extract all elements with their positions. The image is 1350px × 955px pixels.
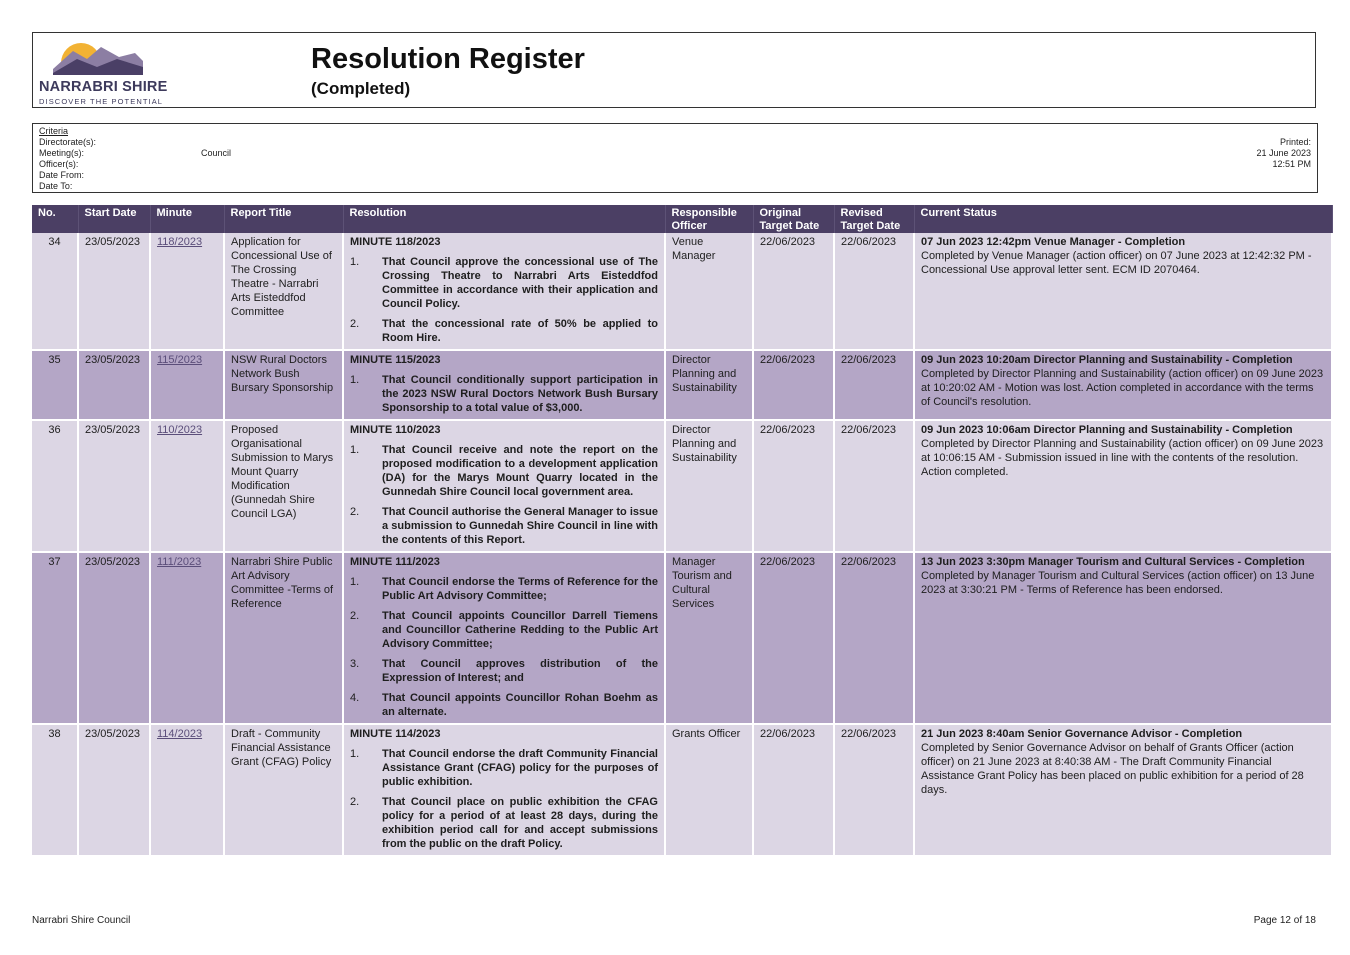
resolution-items (350, 575, 658, 719)
current-status-cell (914, 350, 1332, 420)
revised-target-date: 22/06/2023 (834, 420, 914, 552)
start-date: 23/05/2023 (78, 420, 150, 552)
minute-link[interactable]: 115/2023 (150, 350, 224, 420)
table-row (32, 350, 1332, 420)
resolution-item (350, 747, 658, 789)
col-header-minute: Minute (150, 205, 224, 233)
report-title: Draft - Community Financial Assistance Grant (CFAG) Policy (224, 724, 343, 856)
resolution-items (350, 747, 658, 851)
status-text: Completed by Senior Governance Advisor on behalf of Grants Officer (action officer) on 21 June 2023 at 8:40:38 AM - The Draft Community Financial Assistance Grant Policy has been placed on public exhibition for a period of 28 days. (921, 742, 1304, 796)
start-date: 23/05/2023 (78, 724, 150, 856)
resolution-item-text: That Council authorise the General Manager to issue a submission to Gunnedah Shire Council in line with the contents of this Report. (382, 506, 658, 546)
col-header-revised-date: Revised Target Date (834, 205, 914, 233)
resolution-items (350, 255, 658, 345)
table-row (32, 552, 1332, 724)
printed-date: 21 June 2023 (1256, 148, 1311, 158)
logo-name: NARRABRI SHIRE (39, 79, 168, 95)
resolution-cell (343, 233, 665, 350)
resolution-table (32, 205, 1333, 857)
status-text: Completed by Director Planning and Sustainability (action officer) on 09 June 2023 at 10:06:15 AM - Submission issued in line with the contents of the resolution. Action completed. (921, 438, 1324, 478)
status-heading: 09 Jun 2023 10:06am Director Planning and Sustainability - Completion (921, 424, 1293, 436)
row-number: 37 (32, 552, 78, 724)
minute-link[interactable]: 110/2023 (150, 420, 224, 552)
table-header-row (32, 205, 1332, 233)
resolution-heading: MINUTE 110/2023 (350, 424, 441, 436)
mountain-sun-icon (53, 37, 143, 77)
table-row (32, 724, 1332, 856)
resolution-item-text: That Council endorse the Terms of Reference for the Public Art Advisory Committee; (382, 576, 658, 602)
revised-target-date: 22/06/2023 (834, 350, 914, 420)
start-date: 23/05/2023 (78, 552, 150, 724)
resolution-items (350, 443, 658, 547)
start-date: 23/05/2023 (78, 350, 150, 420)
resolution-item-number: 2. (350, 610, 360, 622)
logo-tagline: DISCOVER THE POTENTIAL (39, 97, 164, 106)
resolution-cell (343, 724, 665, 856)
officers-label: Officer(s): (39, 159, 79, 169)
resolution-item-text: That Council receive and note the report on the proposed modification to a development application (DA) for the Marys Mount Quarry located in the Gunnedah Shire Council local government area. (382, 444, 658, 498)
resolution-item (350, 575, 658, 603)
status-heading: 07 Jun 2023 12:42pm Venue Manager - Completion (921, 236, 1186, 248)
resolution-item-number: 1. (350, 748, 360, 760)
footer-page: Page 12 of 18 (1253, 915, 1316, 926)
row-number: 38 (32, 724, 78, 856)
status-heading: 13 Jun 2023 3:30pm Manager Tourism and Cultural Services - Completion (921, 556, 1305, 568)
report-title: NSW Rural Doctors Network Bush Bursary Sponsorship (224, 350, 343, 420)
table-body (32, 233, 1332, 856)
resolution-item (350, 505, 658, 547)
minute-link[interactable]: 114/2023 (150, 724, 224, 856)
resolution-item-text: That the concessional rate of 50% be applied to Room Hire. (382, 318, 658, 344)
responsible-officer: Director Planning and Sustainability (665, 420, 753, 552)
col-header-status: Current Status (914, 205, 1332, 233)
status-text: Completed by Director Planning and Sustainability (action officer) on 09 June 2023 at 10:20:02 AM - Motion was lost. Action completed in accordance with the terms of Council's resolution. (921, 368, 1324, 408)
col-header-no: No. (32, 205, 78, 233)
current-status-cell (914, 724, 1332, 856)
resolution-item-number: 1. (350, 256, 360, 268)
report-title: Proposed Organisational Submission to Marys Mount Quarry Modification (Gunnedah Shire Council LGA) (224, 420, 343, 552)
current-status-cell (914, 420, 1332, 552)
resolution-item-number: 1. (350, 444, 360, 456)
footer-org: Narrabri Shire Council (32, 915, 131, 926)
row-number: 34 (32, 233, 78, 350)
page-subtitle: (Completed) (311, 79, 411, 98)
resolution-item-number: 1. (350, 374, 360, 386)
resolution-item-number: 2. (350, 506, 360, 518)
current-status-cell (914, 233, 1332, 350)
resolution-item-text: That Council approve the concessional use of The Crossing Theatre to Narrabri Arts Eisteddfod Committee in accordance with their application and Council Policy. (382, 256, 658, 310)
status-text: Completed by Venue Manager (action officer) on 07 June 2023 at 12:42:32 PM - Concessional Use approval letter sent. ECM ID 2070464. (921, 250, 1312, 276)
narrabri-shire-logo (39, 37, 168, 106)
resolution-item (350, 373, 658, 415)
printed-time: 12:51 PM (1272, 159, 1311, 169)
resolution-item-text: That Council endorse the draft Community Financial Assistance Grant (CFAG) policy for the purposes of public exhibition. (382, 748, 658, 788)
original-target-date: 22/06/2023 (753, 420, 834, 552)
start-date: 23/05/2023 (78, 233, 150, 350)
responsible-officer: Director Planning and Sustainability (665, 350, 753, 420)
resolution-item-number: 2. (350, 796, 360, 808)
resolution-cell (343, 420, 665, 552)
resolution-item-text: That Council conditionally support participation in the 2023 NSW Rural Doctors Network Bush Bursary Sponsorship to a total value of $3,000. (382, 374, 658, 414)
criteria-heading: Criteria (39, 126, 69, 136)
revised-target-date: 22/06/2023 (834, 552, 914, 724)
minute-link[interactable]: 118/2023 (150, 233, 224, 350)
resolution-item (350, 317, 658, 345)
col-header-original-date: Original Target Date (753, 205, 834, 233)
resolution-item (350, 609, 658, 651)
resolution-item (350, 443, 658, 499)
resolution-item (350, 691, 658, 719)
report-title: Application for Concessional Use of The Crossing Theatre - Narrabri Arts Eisteddfod Committee (224, 233, 343, 350)
criteria-panel (32, 123, 1318, 193)
responsible-officer: Venue Manager (665, 233, 753, 350)
col-header-report-title: Report Title (224, 205, 343, 233)
resolution-item-text: That Council place on public exhibition the CFAG policy for a period of at least 28 days, during the exhibition period call for and accept submissions from the public on the draft Policy. (382, 796, 658, 850)
resolution-item-number: 4. (350, 692, 360, 704)
responsible-officer: Manager Tourism and Cultural Services (665, 552, 753, 724)
resolution-item-number: 2. (350, 318, 360, 330)
resolution-item (350, 795, 658, 851)
resolution-item-number: 3. (350, 658, 360, 670)
responsible-officer: Grants Officer (665, 724, 753, 856)
resolution-heading: MINUTE 115/2023 (350, 354, 441, 366)
resolution-item-text: That Council appoints Councillor Rohan Boehm as an alternate. (382, 692, 658, 718)
status-heading: 21 Jun 2023 8:40am Senior Governance Advisor - Completion (921, 728, 1243, 740)
resolution-cell (343, 552, 665, 724)
date-to-label: Date To: (39, 181, 73, 191)
row-number: 35 (32, 350, 78, 420)
original-target-date: 22/06/2023 (753, 350, 834, 420)
report-header (32, 32, 1316, 108)
minute-link[interactable]: 111/2023 (150, 552, 224, 724)
resolution-cell (343, 350, 665, 420)
printed-label: Printed: (1279, 137, 1311, 147)
resolution-item-text: That Council approves distribution of the Expression of Interest; and (382, 658, 658, 684)
row-number: 36 (32, 420, 78, 552)
meetings-label: Meeting(s): (39, 148, 85, 158)
col-header-resolution: Resolution (343, 205, 665, 233)
report-title: Narrabri Shire Public Art Advisory Committee -Terms of Reference (224, 552, 343, 724)
resolution-heading: MINUTE 114/2023 (350, 728, 441, 740)
revised-target-date: 22/06/2023 (834, 724, 914, 856)
revised-target-date: 22/06/2023 (834, 233, 914, 350)
col-header-officer: Responsible Officer (665, 205, 753, 233)
resolution-item-number: 1. (350, 576, 360, 588)
page-title: Resolution Register (311, 43, 585, 75)
directorates-label: Directorate(s): (39, 137, 97, 147)
resolution-items (350, 373, 658, 415)
resolution-heading: MINUTE 118/2023 (350, 236, 441, 248)
original-target-date: 22/06/2023 (753, 552, 834, 724)
meetings-value: Council (201, 148, 232, 158)
resolution-heading: MINUTE 111/2023 (350, 556, 440, 568)
resolution-item (350, 255, 658, 311)
status-heading: 09 Jun 2023 10:20am Director Planning and Sustainability - Completion (921, 354, 1293, 366)
col-header-start-date: Start Date (78, 205, 150, 233)
original-target-date: 22/06/2023 (753, 724, 834, 856)
table-row (32, 420, 1332, 552)
status-text: Completed by Manager Tourism and Cultural Services (action officer) on 13 June 2023 at 3:30:21 PM - Terms of Reference has been endorsed. (921, 570, 1315, 596)
current-status-cell (914, 552, 1332, 724)
date-from-label: Date From: (39, 170, 85, 180)
original-target-date: 22/06/2023 (753, 233, 834, 350)
resolution-item (350, 657, 658, 685)
resolution-item-text: That Council appoints Councillor Darrell Tiemens and Councillor Catherine Redding to the Public Art Advisory Committee; (382, 610, 658, 650)
table-row (32, 233, 1332, 350)
